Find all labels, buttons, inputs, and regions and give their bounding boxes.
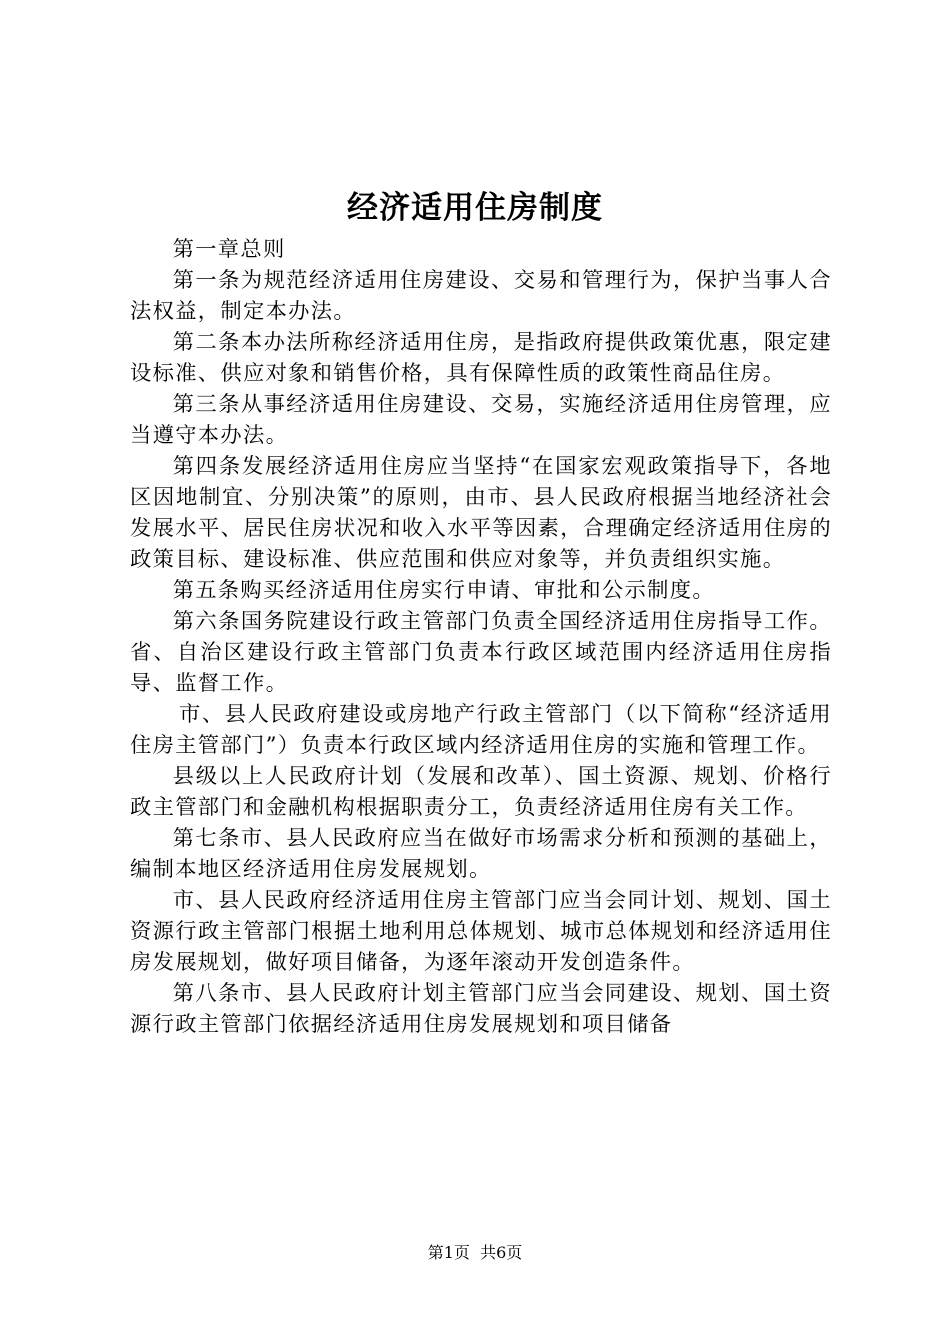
page-total: 共6页 bbox=[480, 1243, 523, 1262]
article-4: 第四条发展经济适用住房应当坚持“在国家宏观政策指导下，各地区因地制宜、分别决策”的原则，由市、县人民政府根据当地经济社会发展水平、居民住房状况和收入水平等因素，合理确定经济适用住房的政策目标、建设标准、供应范围和供应对象等，并负责组织实施。 bbox=[130, 454, 832, 572]
chapter-heading: 第一章总则 bbox=[172, 237, 286, 262]
footer-spacer bbox=[470, 1243, 480, 1262]
article-6-paragraph-2: 市、县人民政府建设或房地产行政主管部门（以下简称“经济适用住房主管部门”）负责本行政区域内经济适用住房的实施和管理工作。 bbox=[130, 702, 832, 758]
article-6: 第六条国务院建设行政主管部门负责全国经济适用住房指导工作。省、自治区建设行政主管部门负责本行政区域范围内经济适用住房指导、监督工作。 bbox=[130, 609, 832, 696]
article-5: 第五条购买经济适用住房实行申请、审批和公示制度。 bbox=[172, 578, 715, 603]
article-3: 第三条从事经济适用住房建设、交易，实施经济适用住房管理，应当遵守本办法。 bbox=[130, 392, 832, 448]
article-2: 第二条本办法所称经济适用住房，是指政府提供政策优惠，限定建设标准、供应对象和销售价格，具有保障性质的政策性商品住房。 bbox=[130, 330, 832, 386]
article-6-paragraph-3: 县级以上人民政府计划（发展和改革）、国土资源、规划、价格行政主管部门和金融机构根据职责分工，负责经济适用住房有关工作。 bbox=[130, 764, 832, 820]
page-number: 第1页 bbox=[427, 1243, 470, 1262]
document-title: 经济适用住房制度 bbox=[347, 190, 603, 226]
article-1: 第一条为规范经济适用住房建设、交易和管理行为，保护当事人合法权益，制定本办法。 bbox=[130, 268, 832, 324]
page-footer bbox=[0, 1242, 950, 1264]
article-8: 第八条市、县人民政府计划主管部门应当会同建设、规划、国土资源行政主管部门依据经济适用住房发展规划和项目储备 bbox=[130, 981, 832, 1037]
article-7-paragraph-2: 市、县人民政府经济适用住房主管部门应当会同计划、规划、国土资源行政主管部门根据土地利用总体规划、城市总体规划和经济适用住房发展规划，做好项目储备，为逐年滚动开发创造条件。 bbox=[130, 888, 832, 975]
article-7: 第七条市、县人民政府应当在做好市场需求分析和预测的基础上，编制本地区经济适用住房发展规划。 bbox=[130, 826, 832, 882]
document-body bbox=[130, 234, 832, 1040]
